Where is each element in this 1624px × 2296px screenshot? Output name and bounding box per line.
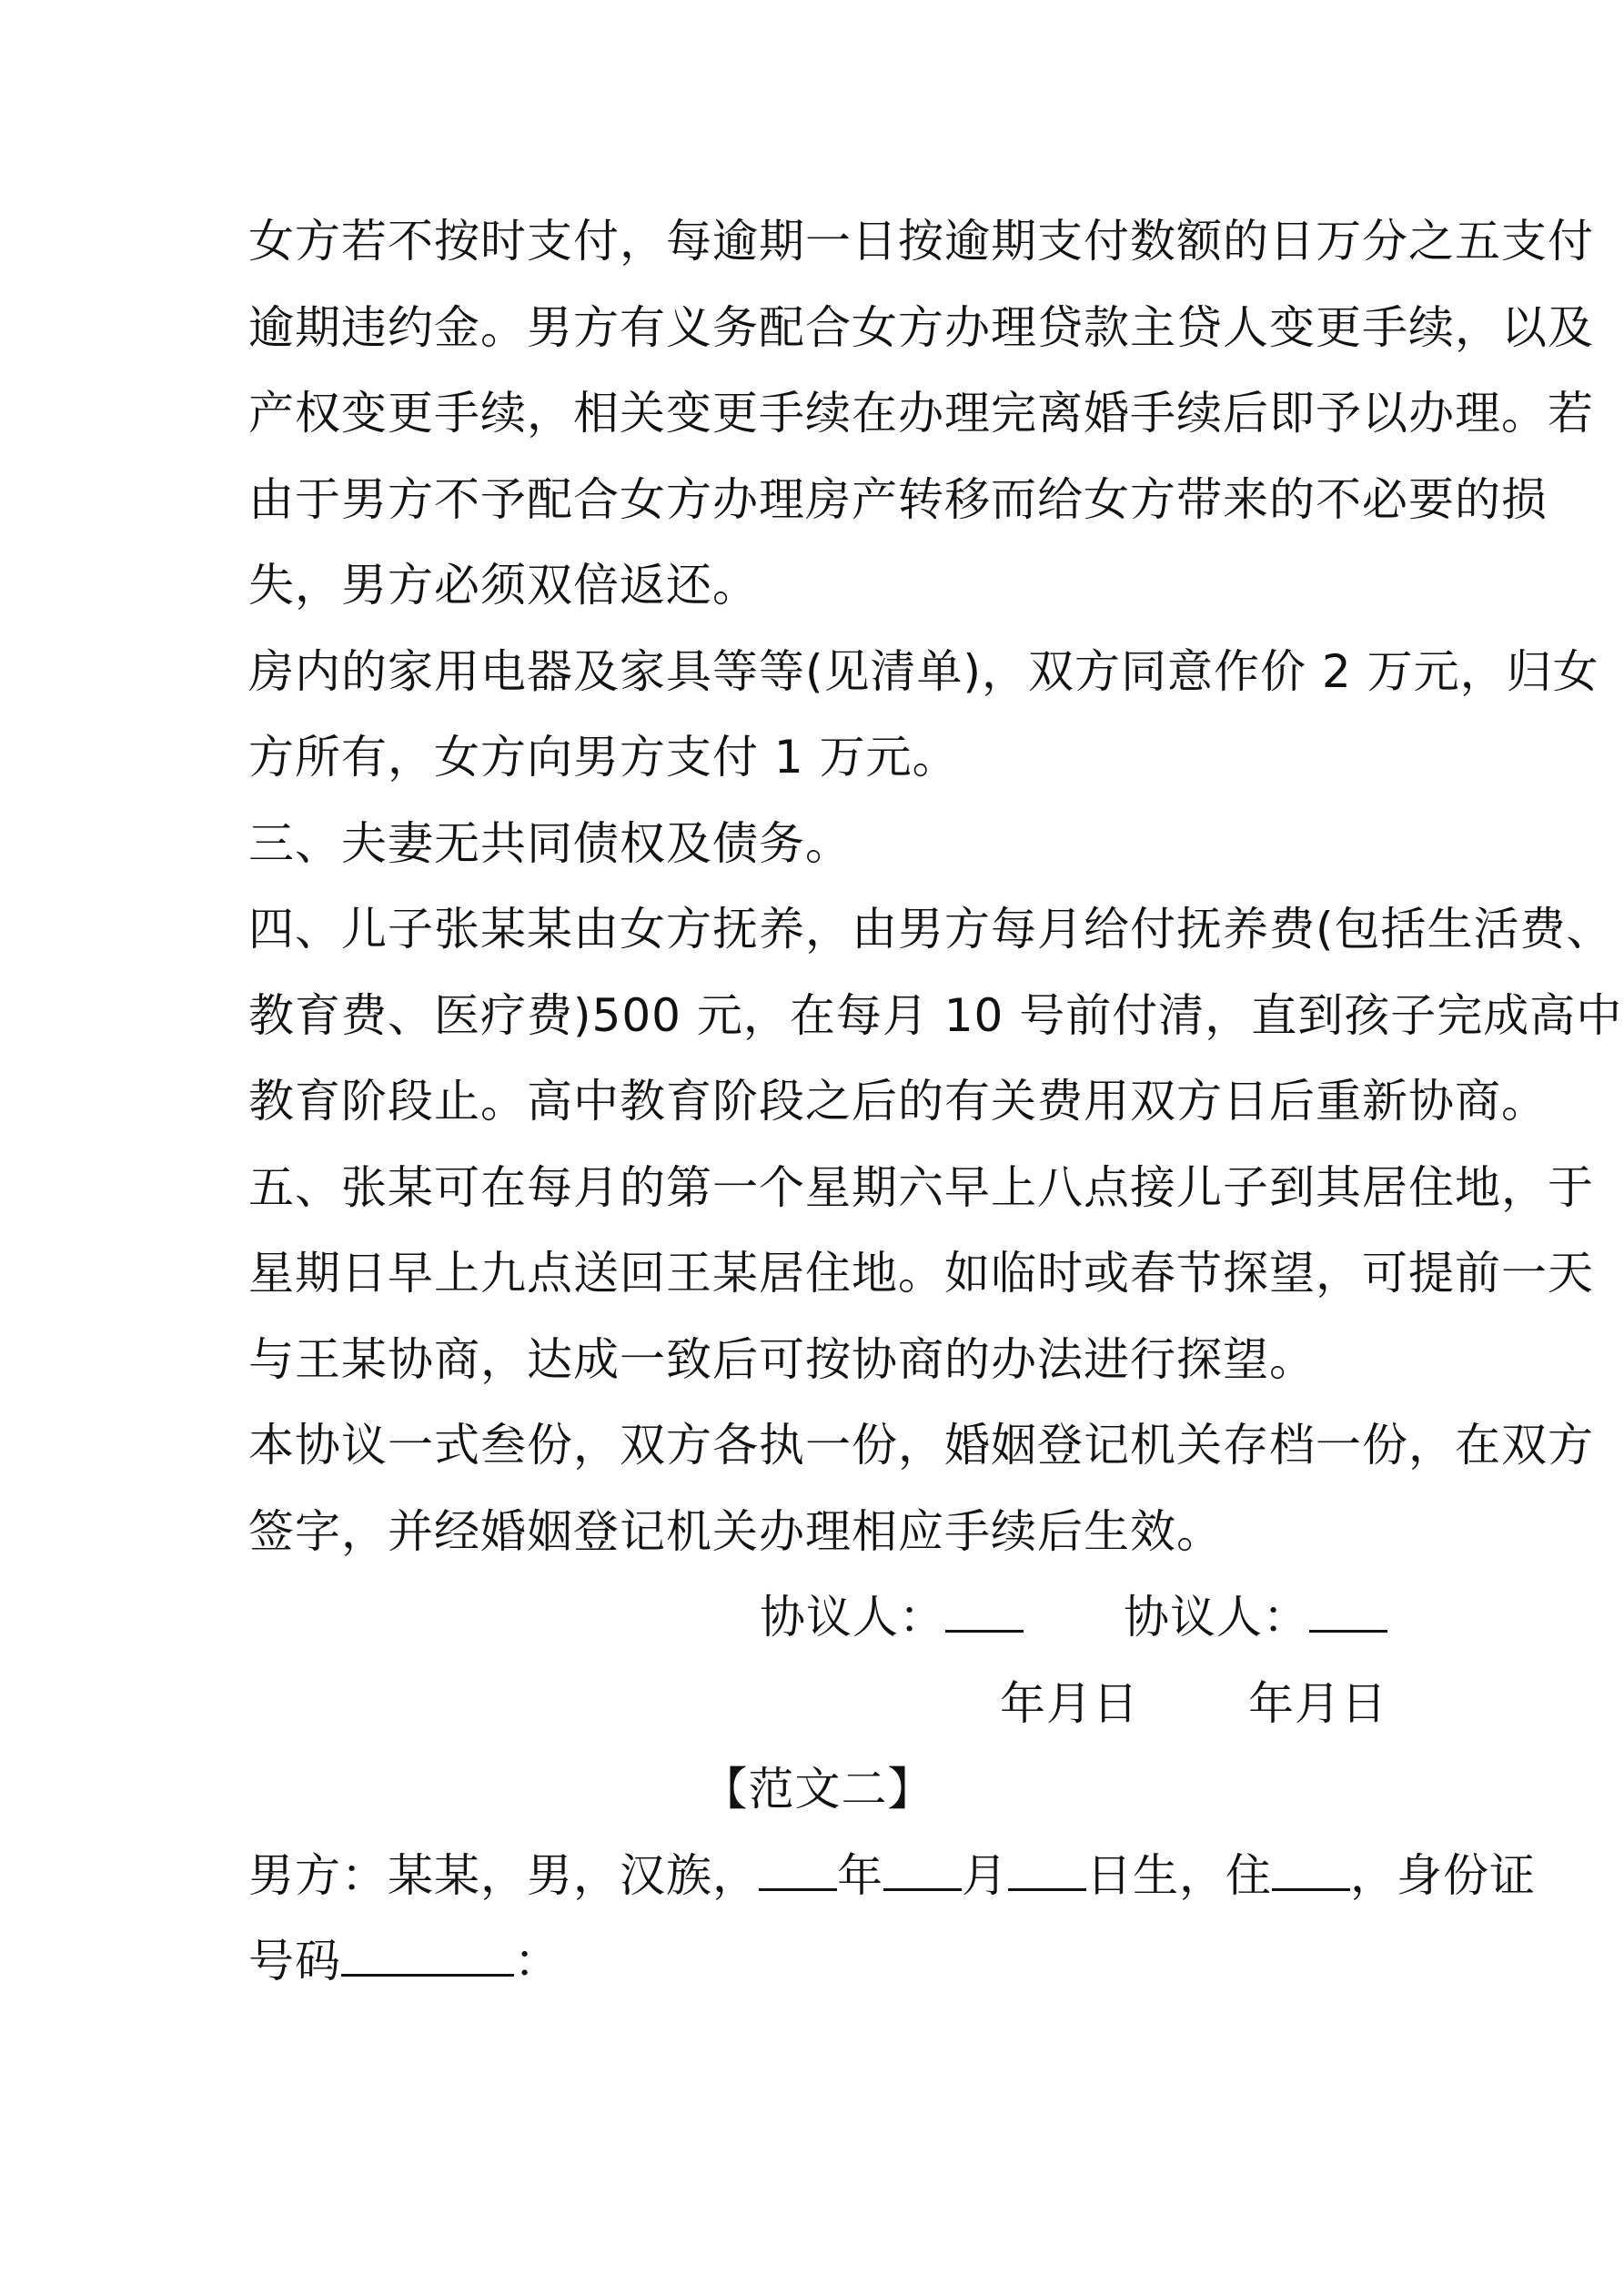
body-line: 与王某协商，达成一致后可按协商的办法进行探望。 [248,1332,1316,1386]
body-line: 本协议一式叁份，双方各执一份，婚姻登记机关存档一份，在双方 [248,1419,1594,1472]
day-born-label: 日生，住 [1086,1848,1272,1902]
id-label: ，身份证 [1350,1848,1536,1902]
body-line: 四、儿子张某某由女方抚养，由男方每月给付抚养费(包括生活费、 [248,903,1613,956]
day-blank [1008,1852,1086,1891]
id-number-label: 号码 [248,1935,341,1988]
body-line: 产权变更手续，相关变更手续在办理完离婚手续后即予以办理。若 [248,387,1594,440]
body-line: 三、夫妻无共同债权及债务。 [248,816,852,870]
party-label: 协议人： [1124,1591,1309,1644]
body-line: 签字，并经婚姻登记机关办理相应手续后生效。 [248,1504,1223,1558]
male-party-prefix: 男方：某某，男，汉族， [248,1848,759,1902]
document-page [248,198,1623,2005]
address-blank [1272,1852,1350,1891]
year-label: 年 [837,1848,883,1902]
body-line: 教育费、医疗费)500 元，在每月 10 号前付清，直到孩子完成高中 [248,988,1623,1042]
body-line: 失，男方必须双倍返还。 [248,559,759,612]
signature-blank [945,1593,1024,1633]
body-line: 逾期违约金。男方有义务配合女方办理贷款主贷人变更手续，以及 [248,300,1594,354]
id-number-blank [341,1937,514,1977]
signature-blank [1309,1593,1387,1633]
party-label: 协议人： [760,1591,945,1644]
body-line: 房内的家用电器及家具等等(见清单)，双方同意作价 2 万元，归女 [248,644,1599,698]
body-line: 星期日早上九点送回王某居住地。如临时或春节探望，可提前一天 [248,1247,1594,1300]
date-line [248,1661,1387,1747]
body-line: 五、张某可在每月的第一个星期六早上八点接儿子到其居住地，于 [248,1160,1594,1214]
month-label: 月 [962,1848,1008,1902]
year-blank [759,1852,837,1891]
date-label: 年月日 [1000,1676,1139,1730]
body-line: 方所有，女方向男方支付 1 万元。 [248,731,959,784]
male-party-line [248,1833,1536,1919]
id-number-line [248,1918,1387,2005]
signature-line [248,1574,1387,1661]
colon: ： [514,1935,560,1988]
month-blank [883,1852,962,1891]
date-label: 年月日 [1248,1676,1387,1730]
section-title: 【范文二】 [701,1763,934,1816]
body-line: 由于男方不予配合女方办理房产转移而给女方带来的不必要的损 [248,472,1548,526]
body-line: 教育阶段止。高中教育阶段之后的有关费用双方日后重新协商。 [248,1075,1548,1128]
body-line: 女方若不按时支付，每逾期一日按逾期支付数额的日万分之五支付 [248,215,1594,268]
